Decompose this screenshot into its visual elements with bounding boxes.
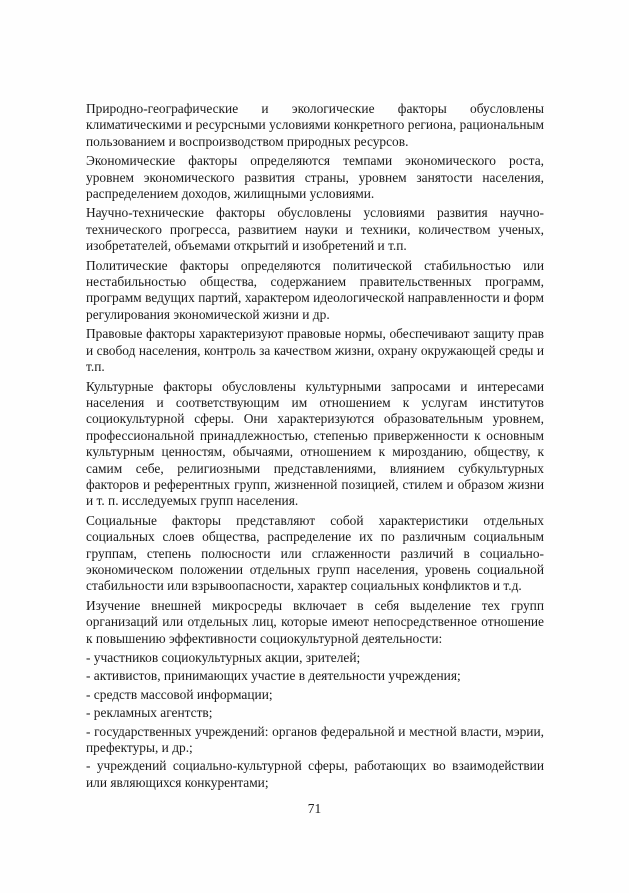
list-item: - средств массовой информации; <box>86 686 273 702</box>
paragraph-social-factors: Социальные факторы представляют собой характеристики отдельных социальных слоев общества, распределение их по различным социальным группам, степень полюсности или сглаженности различий в социально-экономическом положении отдельных групп населения, уровень социальной стабильности или взрывоопасности, характер социальных конфликтов и т.д. <box>86 512 544 594</box>
paragraph-political-factors: Политические факторы определяются политической стабильностью или нестабильностью общества, содержанием правительственных программ, программ ведущих партий, характером идеологической направленности и форм регулирования экономической жизни и др. <box>86 257 544 322</box>
list-item: - государственных учреждений: органов федеральной и местной власти, мэрии, префектуры, и др.; <box>86 723 544 756</box>
paragraph-microenvironment: Изучение внешней микросреды включает в себя выделение тех групп организаций или отдельных лиц, которые имеют непосредственное отношение к повышению эффективности социокультурной деятельности: <box>86 597 544 646</box>
paragraph-scientific-factors: Научно-технические факторы обусловлены условиями развития научно-технического прогресса, развитием науки и техники, количеством ученых, изобретателей, объемами открытий и изобретений и т.п. <box>86 205 544 254</box>
page-body <box>86 101 544 793</box>
list-item: - рекламных агентств; <box>86 705 213 721</box>
page-number: 71 <box>307 801 322 816</box>
paragraph-legal-factors: Правовые факторы характеризуют правовые нормы, обеспечивают защиту прав и свобод населения, контроль за качеством жизни, охрану окружающей среды и т.п. <box>86 326 544 375</box>
paragraph-economic-factors: Экономические факторы определяются темпами экономического роста, уровнем экономического развития страны, уровнем занятости населения, распределением доходов, жилищными условиями. <box>86 153 544 202</box>
list-item: - активистов, принимающих участие в деятельности учреждения; <box>86 668 461 684</box>
list-item: - участников социокультурных акции, зрителей; <box>86 650 361 665</box>
paragraph-natural-factors: Природно-географические и экологические факторы обусловлены климатическими и ресурсными условиями конкретного региона, рациональным пользованием и воспроизводством природных ресурсов. <box>86 101 544 149</box>
list-item: - учреждений социально-культурной сферы, работающих во взаимодействии или являющихся конкурентами; <box>86 758 544 790</box>
paragraph-cultural-factors: Культурные факторы обусловлены культурными запросами и интересами населения и соответствующим им отношением к услугам институтов социокультурной сферы. Они характеризуются образовательным уровнем, профессиональной принадлежностью, степенью приверженности к основным культурным ценностям, обычаями, отношением к мирозданию, обществу, к самим себе, религиозными представлениями, влиянием субкультурных факторов и референтных групп, жизненной позицией, стилем и образом жизни и т. п. исследуемых групп населения. <box>86 378 544 509</box>
